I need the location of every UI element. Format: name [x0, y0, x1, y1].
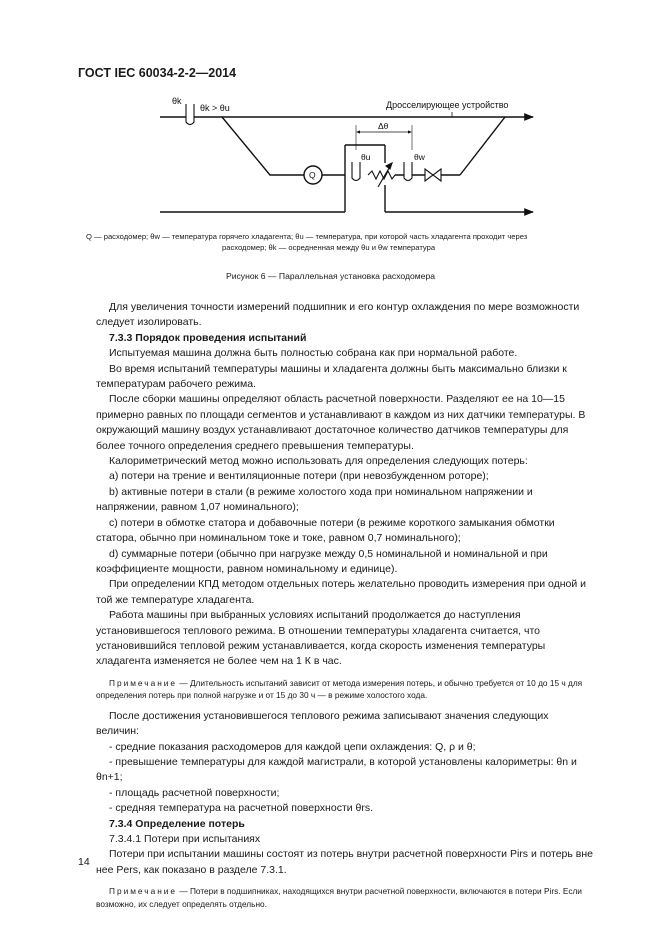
paragraph: Потери при испытании машины состоят из потерь внутри расчетной поверхности Pirs и потерь вне нее Pers, как показано в разделе 7.3.1.: [96, 848, 593, 876]
delta-theta-label: Δθ: [378, 121, 389, 131]
theta-k-label: θk: [172, 96, 182, 106]
theta-u-sensor: [352, 162, 360, 181]
bypass-pipe: [222, 117, 305, 175]
paragraph: После достижения установившегося теплового режима записывают значения следующих величин:: [96, 709, 549, 738]
theta-k-sensor: [186, 104, 194, 125]
bullet-item: - средняя температура на расчетной поверхности θrs.: [109, 802, 374, 815]
throttle-label: Дросселирующее устройство: [386, 100, 509, 110]
section-heading: 7.3.3 Порядок проведения испытаний: [109, 331, 307, 344]
list-item: c) потери в обмотке статора и добавочные потери (в режиме короткого замыкания обмотки статора, обычно при номинальном токе и токе, равном 0,7 номинального);: [96, 516, 555, 545]
note: [96, 885, 594, 910]
condition-label: θk > θu: [200, 103, 230, 113]
bullet-item: - средние показания расходомеров для каждой цепи охлаждения: Q, ρ и θ;: [109, 740, 476, 753]
heater-resistor: [368, 163, 395, 187]
note-label: Примечание: [109, 886, 178, 897]
caption-line: расходомер; θk — осредненная между θu и θw температура: [222, 243, 436, 252]
paragraph: Работа машины при выбранных условиях испытаний продолжается до наступления установившегося теплового режима. В отношении температуры хладагента считается, что установившийся тепловой режим устанавливается, когда скорость изменения температуры хладагента изменяется не более чем на 1 К в час.: [96, 609, 546, 668]
bullet-item: - превышение температуры для каждой магистрали, в которой установлены калориметры: θn и θn+1;: [96, 755, 577, 784]
note-label: Примечание: [109, 677, 178, 688]
note-text: — Потери в подшипниках, находящихся внутри расчетной поверхности, включаются в потери Pirs. Если возможно, их следует определять отдельно.: [96, 886, 582, 909]
theta-w-label: θw: [414, 152, 425, 162]
document-header: ГОСТ IEC 60034-2-2—2014: [78, 66, 237, 80]
throttle-valve: [425, 169, 441, 181]
note-text: — Длительность испытаний зависит от метода измерения потерь, и обычно требуется от 10 до 15 ч для определения потерь при полной нагрузке и от 15 до 30 ч — в режиме холостого хода.: [96, 677, 583, 701]
flowmeter-label: Q: [309, 170, 316, 180]
paragraph: Испытуемая машина должна быть полностью собрана как при нормальной работе.: [109, 347, 518, 360]
subsection-heading: 7.3.4.1 Потери при испытаниях: [109, 833, 261, 845]
bullet-item: - площадь расчетной поверхности;: [109, 786, 280, 799]
theta-u-label: θu: [361, 152, 371, 162]
list-item: b) активные потери в стали (в режиме холостого хода при номинальном напряжении и напряжении, равном 1,07 номинального);: [96, 485, 533, 514]
section-heading: 7.3.4 Определение потерь: [109, 817, 245, 830]
paragraph: Во время испытаний температуры машины и хладагента должны быть максимально близки к температурам рабочего режима.: [96, 362, 567, 391]
paragraph: При определении КПД методом отдельных потерь желательно проводить измерения при одной и той же температуре хладагента.: [96, 578, 587, 606]
note: [96, 677, 594, 702]
list-item: a) потери на трение и вентиляционные потери (при невозбужденном роторе);: [109, 470, 489, 483]
caption-line: Q — расходомер; θw — температура горячего хладагента; θu — температура, при которой часть хладагента проходит через: [86, 232, 528, 241]
paragraph: После сборки машины определяют область расчетной поверхности. Разделяют ее на 10—15 примерно равных по площади сегментов и устанавливают в каждом из них датчики температуры. В окружающий машину воздух устанавливают достаточное количество датчиков температуры для более точного определения среднего превышения температуры.: [96, 393, 586, 452]
document-body: [96, 300, 594, 917]
figure-caption: [86, 231, 596, 253]
figure-title: Рисунок 6 — Параллельная установка расходомера: [225, 271, 436, 281]
paragraph: Для увеличения точности измерений подшипник и его контур охлаждения по мере возможности следует изолировать.: [96, 301, 580, 329]
flowmeter-diagram: [0, 0, 661, 230]
list-item: d) суммарные потери (обычно при нагрузке между 0,5 номинальной и номинальной и при коэффициенте мощности, равном номинальному и единице).: [96, 547, 548, 575]
page-number: 14: [78, 856, 90, 868]
paragraph: Калориметрический метод можно использовать для определения следующих потерь:: [109, 455, 528, 468]
theta-w-sensor: [404, 162, 412, 181]
